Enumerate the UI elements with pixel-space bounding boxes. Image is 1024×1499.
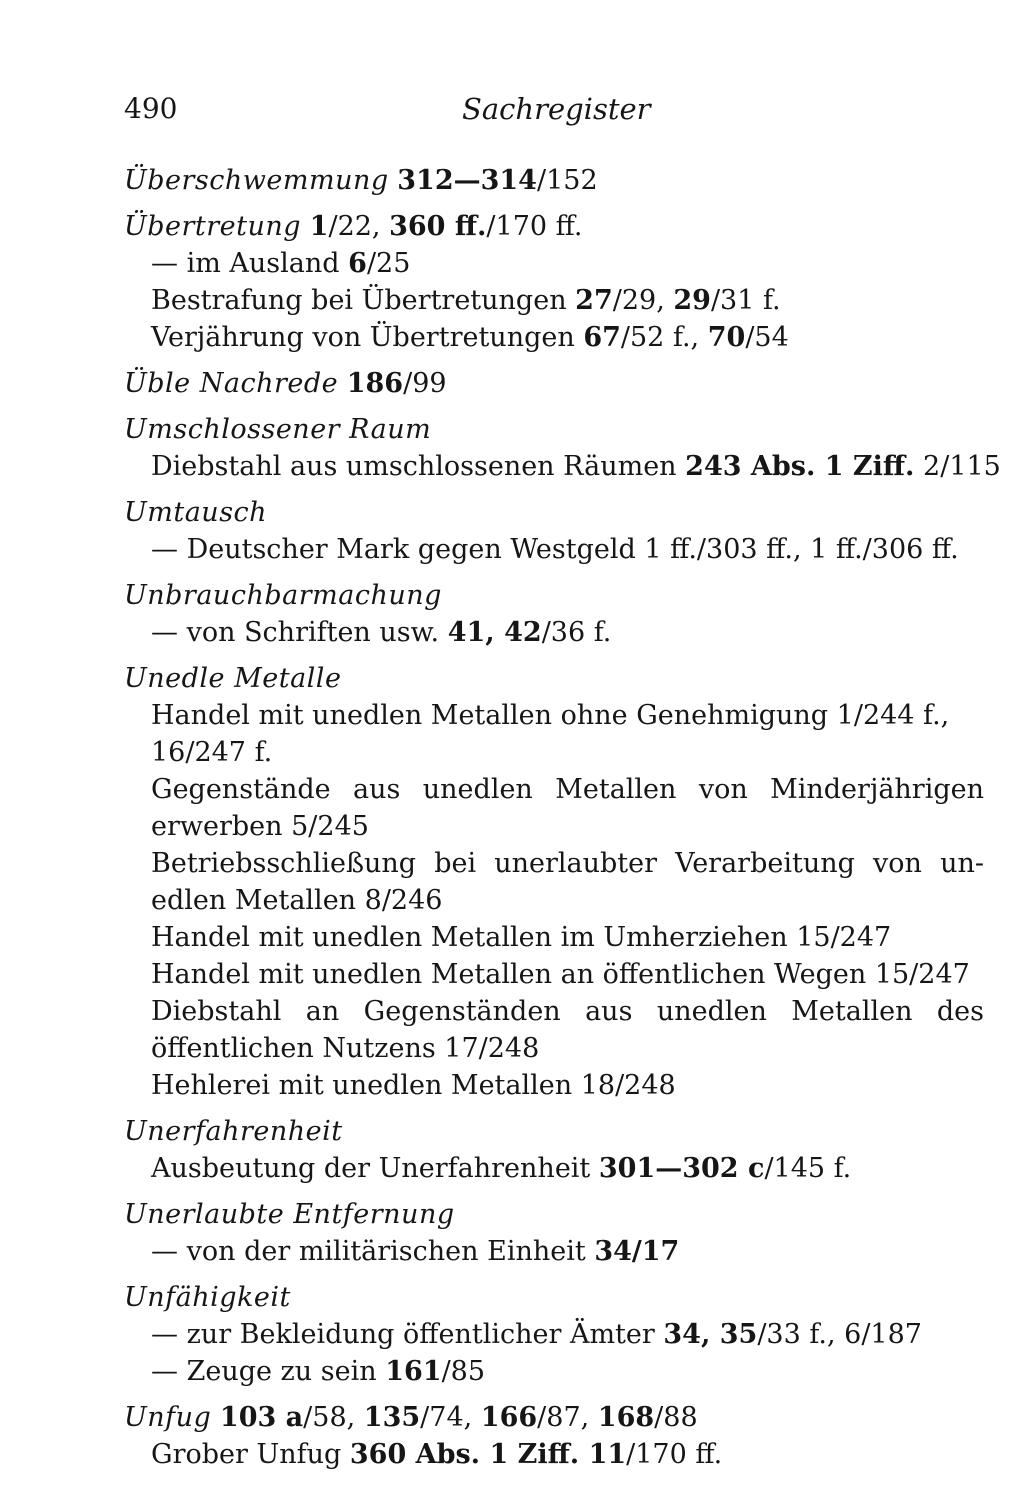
entry-text: Verjährung von Übertretungen [151, 322, 584, 353]
index-term-line [124, 577, 984, 614]
section-reference: 360 Abs. 1 Ziff. 11 [349, 1439, 627, 1470]
index-subentry-line [124, 882, 984, 919]
entry-text [338, 368, 347, 399]
section-reference: 27 [575, 285, 613, 316]
section-reference: 360 ff. [389, 211, 487, 242]
entry-text: /54 [745, 322, 789, 353]
index-term: Unerlaubte Entfernung [124, 1199, 455, 1230]
entry-text: Ausbeutung der Unerfahrenheit [151, 1153, 599, 1184]
index-term-line [124, 411, 984, 448]
entry-text: /87, [537, 1402, 598, 1433]
entry-text: /29, [612, 285, 674, 316]
index-term: Überschwemmung [124, 165, 389, 196]
index-subentry-line [124, 734, 984, 771]
index-subentry-line [124, 1030, 984, 1067]
index-term: Üble Nachrede [124, 368, 339, 399]
entry-text: /31 f. [710, 285, 781, 316]
index-entry [124, 577, 984, 651]
entry-text: — Deutscher Mark gegen Westgeld 1 ff./303 ff., 1 ff./306 ff. [151, 534, 959, 565]
index-subentry-line [124, 1233, 984, 1270]
section-reference: 34/17 [594, 1236, 680, 1267]
entry-text [389, 165, 398, 196]
subject-index [124, 162, 1001, 1482]
index-entry [124, 1113, 984, 1187]
index-subentry-line [124, 1436, 984, 1473]
index-term-line [124, 1279, 984, 1316]
page-number: 490 [124, 92, 178, 125]
section-reference: 1 [309, 211, 329, 242]
index-subentry-line [124, 319, 984, 356]
entry-text: erwerben 5/245 [151, 811, 369, 842]
index-term: Übertretung [124, 211, 302, 242]
index-term-line [124, 208, 984, 245]
index-subentry-line [124, 614, 984, 651]
index-term-line [124, 1113, 984, 1150]
entry-text: — von Schriften usw. [151, 617, 448, 648]
index-subentry-line [124, 1353, 984, 1390]
index-subentry-line [124, 919, 984, 956]
entry-text: 16/247 f. [151, 737, 273, 768]
section-reference: 41, 42 [447, 617, 542, 648]
index-subentry-line [124, 845, 984, 882]
entry-text: /52 f., [620, 322, 708, 353]
index-term: Umtausch [124, 497, 268, 528]
index-entry [124, 660, 984, 1104]
entry-text: /58, [303, 1402, 364, 1433]
section-reference: 161 [385, 1356, 442, 1387]
section-reference: 243 Abs. 1 Ziff. [685, 451, 915, 482]
index-term: Unfähigkeit [124, 1282, 291, 1313]
entry-text: — zur Bekleidung öffentlicher Ämter [151, 1319, 664, 1350]
entry-text: Gegenstände aus unedlen Metallen von Minderjährigen [151, 774, 984, 805]
index-subentry-line [124, 993, 984, 1030]
index-term: Umschlossener Raum [124, 414, 432, 445]
entry-text: öffentlichen Nutzens 17/248 [151, 1033, 540, 1064]
index-subentry-line [124, 808, 984, 845]
entry-text: /33 f., 6/187 [757, 1319, 922, 1350]
entry-text: Handel mit unedlen Metallen ohne Genehmigung 1/244 f., [151, 700, 950, 731]
section-reference: 166 [480, 1402, 538, 1433]
section-reference: 103 a [219, 1402, 304, 1433]
index-subentry-line [124, 448, 1001, 485]
section-reference: 186 [346, 368, 404, 399]
section-reference: 6 [348, 248, 367, 279]
entry-text: edlen Metallen 8/246 [151, 885, 443, 916]
index-entry [124, 494, 984, 568]
index-term: Unfug [124, 1402, 212, 1433]
entry-text: — im Ausland [151, 248, 349, 279]
section-reference: 168 [597, 1402, 655, 1433]
section-reference: 67 [583, 322, 621, 353]
running-title: Sachregister [462, 92, 651, 126]
section-reference: 135 [363, 1402, 421, 1433]
index-subentry-line [124, 771, 984, 808]
index-term-line [124, 660, 984, 697]
entry-text: /99 [403, 368, 447, 399]
index-term-line [124, 1399, 984, 1436]
section-reference: 301—302 c [598, 1153, 765, 1184]
index-entry [124, 365, 984, 402]
section-reference: 70 [707, 322, 746, 353]
index-term-line [124, 1196, 984, 1233]
entry-text [301, 211, 310, 242]
index-entry [124, 1279, 984, 1390]
entry-text: Diebstahl aus umschlossenen Räumen [151, 451, 686, 482]
index-entry [124, 1399, 984, 1473]
entry-text: /170 ff. [626, 1439, 723, 1470]
entry-text: /170 ff. [486, 211, 583, 242]
entry-text: — Zeuge zu sein [151, 1356, 386, 1387]
entry-text: Handel mit unedlen Metallen im Umherziehen 15/247 [151, 922, 892, 953]
entry-text: /88 [654, 1402, 698, 1433]
index-term: Unerfahrenheit [124, 1116, 343, 1147]
index-subentry-line [124, 1067, 984, 1104]
entry-text: /74, [420, 1402, 481, 1433]
index-term-line [124, 162, 984, 199]
entry-text: — von der militärischen Einheit [151, 1236, 595, 1267]
entry-text: /85 [441, 1356, 486, 1387]
index-subentry-line [124, 1150, 984, 1187]
entry-text: Handel mit unedlen Metallen an öffentlichen Wegen 15/247 [151, 959, 970, 990]
index-term: Unbrauchbarmachung [124, 580, 442, 611]
index-subentry-line [124, 956, 984, 993]
entry-text [211, 1402, 220, 1433]
page-header [124, 92, 1024, 132]
index-subentry-line [124, 697, 984, 734]
entry-text: Betriebsschließung bei unerlaubter Verarbeitung von un- [151, 848, 984, 879]
section-reference: 34, 35 [663, 1319, 758, 1350]
index-entry [124, 208, 984, 356]
section-reference: 312—314 [397, 165, 537, 196]
index-subentry-line [124, 531, 984, 568]
index-subentry-line [124, 245, 984, 282]
index-entry [124, 411, 1001, 485]
entry-text: Diebstahl an Gegenständen aus unedlen Metallen des [151, 996, 984, 1027]
entry-text: /22, [328, 211, 390, 242]
index-term-line [124, 365, 984, 402]
section-reference: 29 [673, 285, 711, 316]
entry-text: Hehlerei mit unedlen Metallen 18/248 [151, 1070, 676, 1101]
entry-text: Grober Unfug [151, 1439, 350, 1470]
index-entry [124, 1196, 984, 1270]
entry-text: /36 f. [541, 617, 612, 648]
index-term-line [124, 494, 984, 531]
index-entry [124, 162, 984, 199]
index-subentry-line [124, 282, 984, 319]
entry-text: 2/115 [914, 451, 1001, 482]
entry-text: /145 f. [764, 1153, 852, 1184]
entry-text: /152 [536, 165, 598, 196]
entry-text: Bestrafung bei Übertretungen [151, 285, 576, 316]
index-term: Unedle Metalle [124, 663, 342, 694]
index-subentry-line [124, 1316, 984, 1353]
entry-text: /25 [366, 248, 411, 279]
